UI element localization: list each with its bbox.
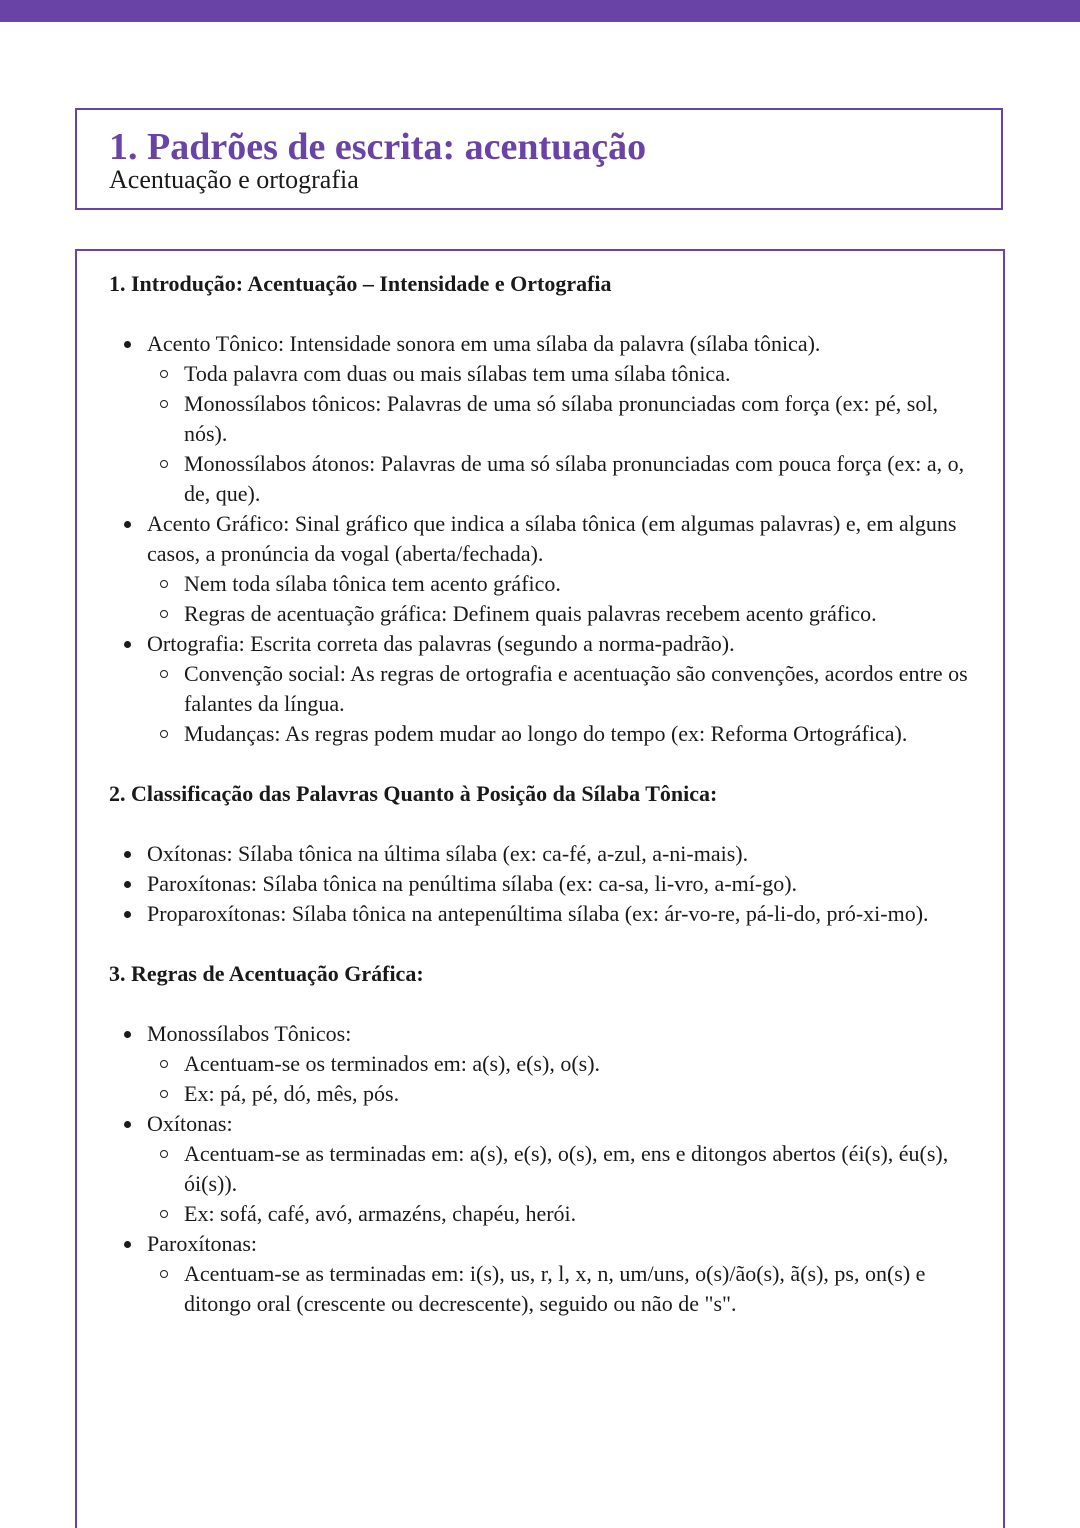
sub-list-item: Ex: sofá, café, avó, armazéns, chapéu, herói. <box>184 1199 973 1229</box>
list-item-text: Paroxítonas: <box>147 1231 257 1256</box>
list-item <box>147 629 973 749</box>
sub-list <box>147 1139 973 1229</box>
title-box <box>75 108 1003 210</box>
list-item: Paroxítonas: Sílaba tônica na penúltima sílaba (ex: ca-sa, li-vro, a-mí-go). <box>147 869 973 899</box>
sub-list-item: Monossílabos átonos: Palavras de uma só sílaba pronunciadas com pouca força (ex: a, o, de, que). <box>184 449 973 509</box>
sub-list-item: Ex: pá, pé, dó, mês, pós. <box>184 1079 973 1109</box>
list-item-text: Acento Gráfico: Sinal gráfico que indica a sílaba tônica (em algumas palavras) e, em alguns casos, a pronúncia da vogal (aberta/fechada). <box>147 511 957 566</box>
top-accent-bar <box>0 0 1080 22</box>
sub-list <box>147 1259 973 1319</box>
sub-list-item: Nem toda sílaba tônica tem acento gráfico. <box>184 569 973 599</box>
section-list-regras <box>109 1019 973 1319</box>
content-box <box>75 249 1005 1528</box>
list-item-text: Oxítonas: <box>147 1111 233 1136</box>
list-item-text: Acento Tônico: Intensidade sonora em uma sílaba da palavra (sílaba tônica). <box>147 331 821 356</box>
sub-list-item: Regras de acentuação gráfica: Definem quais palavras recebem acento gráfico. <box>184 599 973 629</box>
page-subtitle: Acentuação e ortografia <box>109 165 359 194</box>
sub-list-item: Monossílabos tônicos: Palavras de uma só sílaba pronunciadas com força (ex: pé, sol, nós). <box>184 389 973 449</box>
list-item <box>147 1019 973 1109</box>
sub-list <box>147 1049 973 1109</box>
section-heading-classificacao: 2. Classificação das Palavras Quanto à Posição da Sílaba Tônica: <box>109 781 718 806</box>
sub-list <box>147 659 973 749</box>
list-item-text: Monossílabos Tônicos: <box>147 1021 352 1046</box>
sub-list-item: Convenção social: As regras de ortografia e acentuação são convenções, acordos entre os falantes da língua. <box>184 659 973 719</box>
list-item <box>147 329 973 509</box>
sub-list-item: Toda palavra com duas ou mais sílabas tem uma sílaba tônica. <box>184 359 973 389</box>
sub-list-item: Acentuam-se as terminadas em: i(s), us, r, l, x, n, um/uns, o(s)/ão(s), ã(s), ps, on(s) e ditongo oral (crescente ou decrescente), seguido ou não de "s". <box>184 1259 973 1319</box>
sub-list <box>147 359 973 509</box>
list-item: Proparoxítonas: Sílaba tônica na antepenúltima sílaba (ex: ár-vo-re, pá-li-do, pró-xi-mo). <box>147 899 973 929</box>
list-item: Oxítonas: Sílaba tônica na última sílaba (ex: ca-fé, a-zul, a-ni-mais). <box>147 839 973 869</box>
sub-list-item: Mudanças: As regras podem mudar ao longo do tempo (ex: Reforma Ortográfica). <box>184 719 973 749</box>
list-item-text: Ortografia: Escrita correta das palavras (segundo a norma-padrão). <box>147 631 735 656</box>
sub-list-item: Acentuam-se as terminadas em: a(s), e(s), o(s), em, ens e ditongos abertos (éi(s), éu(s), ói(s)). <box>184 1139 973 1199</box>
section-heading-introducao: 1. Introdução: Acentuação – Intensidade e Ortografia <box>109 271 612 296</box>
list-item <box>147 1109 973 1229</box>
section-heading-regras: 3. Regras de Acentuação Gráfica: <box>109 961 424 986</box>
section-list-classificacao <box>109 839 973 929</box>
list-item <box>147 1229 973 1319</box>
sub-list-item: Acentuam-se os terminados em: a(s), e(s), o(s). <box>184 1049 973 1079</box>
page-title: 1. Padrões de escrita: acentuação <box>109 126 647 168</box>
sub-list <box>147 569 973 629</box>
section-list-introducao <box>109 329 973 749</box>
list-item <box>147 509 973 629</box>
